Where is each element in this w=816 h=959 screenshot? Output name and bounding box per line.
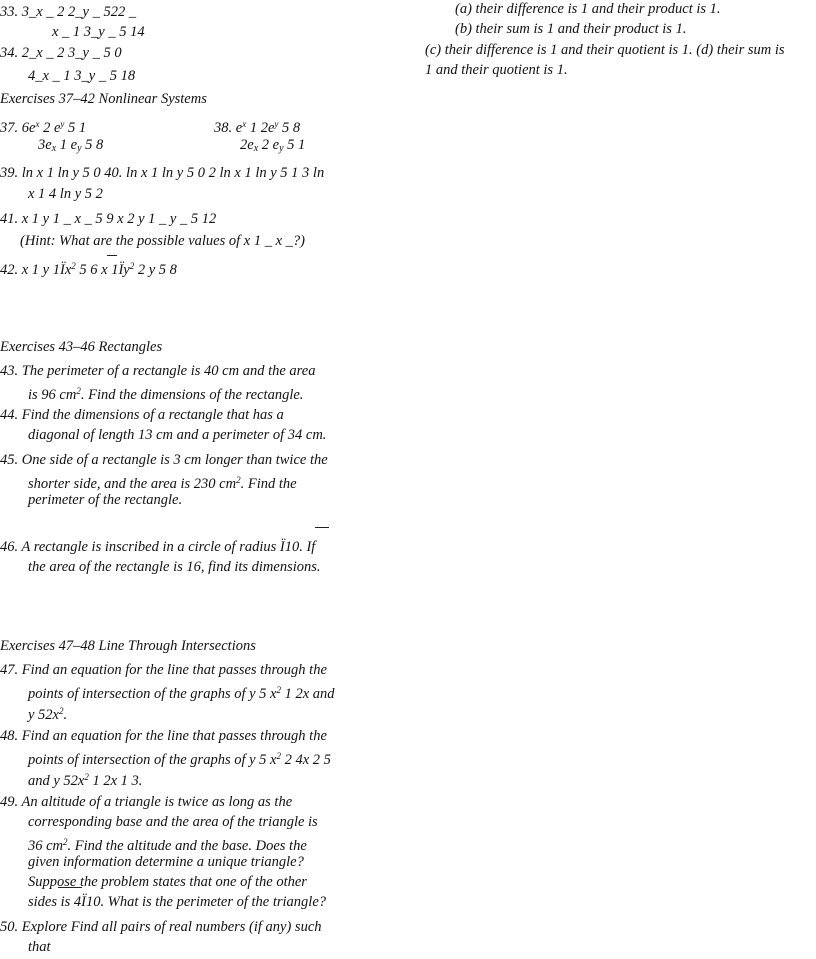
exercise-33-line-1: 33. 3_x _ 2 2_y _ 522 _ bbox=[0, 4, 137, 20]
exercise-34-line-1: 34. 2_x _ 2 3_y _ 5 0 bbox=[0, 45, 122, 61]
exercise-48-line-1: 48. Find an equation for the line that passes through the bbox=[0, 728, 327, 744]
option-c-d-line-1: (c) their difference is 1 and their quotient is 1. (d) their sum is bbox=[425, 42, 785, 58]
exercise-44-line-1: 44. Find the dimensions of a rectangle that has a bbox=[0, 407, 284, 423]
exercise-47-line-2: points of intersection of the graphs of y 5 $x^2$ 1 2x and bbox=[28, 685, 335, 702]
exercise-42: 42. x 1 y $1Ïx^2$ 5 6 x $1Ïy^2$ 2 y 5 8 bbox=[0, 261, 177, 278]
exercise-45-line-3: perimeter of the rectangle. bbox=[28, 492, 183, 508]
exercise-49-line-2: corresponding base and the area of the triangle is bbox=[28, 814, 318, 830]
exercise-37-line-2: 3ex 1 ey 5 8 bbox=[38, 137, 104, 154]
exercise-41-line-1: 41. x 1 y 1 _ x _ 5 9 x 2 y 1 _ y _ 5 12 bbox=[0, 211, 217, 227]
exercise-45-line-1: 45. One side of a rectangle is 3 cm longer than twice the bbox=[0, 452, 328, 468]
exercise-39-40-line-2: x 1 4 ln y 5 2 bbox=[28, 186, 103, 202]
exercise-49-line-4: given information determine a unique triangle? bbox=[28, 854, 304, 870]
exercise-49-line-6: sides is 4Ï10. What is the perimeter of the triangle? bbox=[28, 894, 327, 910]
exercise-33-line-2: x _ 1 3_y _ 5 14 bbox=[52, 24, 145, 40]
exercise-47-line-3: y $52x^2$. bbox=[28, 706, 68, 723]
exercise-48-line-2: points of intersection of the graphs of y 5 $x^2$ 2 4x 2 5 bbox=[28, 751, 331, 768]
option-a: (a) their difference is 1 and their product is 1. bbox=[455, 1, 721, 17]
exercise-50-line-1: 50. Explore Find all pairs of real numbers (if any) such bbox=[0, 919, 322, 935]
exercise-43-line-2: is 96 $cm^2$. Find the dimensions of the rectangle. bbox=[28, 386, 304, 403]
option-c-d-line-2: 1 and their quotient is 1. bbox=[425, 62, 568, 78]
exercise-49-line-3: 36 $cm^2$. Find the altitude and the base. Does the bbox=[28, 837, 307, 854]
exercise-46-line-1: 46. A rectangle is inscribed in a circle of radius Ï10. If bbox=[0, 539, 316, 555]
option-b: (b) their sum is 1 and their product is 1. bbox=[455, 21, 687, 37]
exercise-49-line-1: 49. An altitude of a triangle is twice as long as the bbox=[0, 794, 293, 810]
section-header-37-42: Exercises 37–42 Nonlinear Systems bbox=[0, 91, 207, 107]
exercise-34-line-2: 4_x _ 1 3_y _ 5 18 bbox=[28, 68, 136, 84]
exercise-39-40-line-1: 39. ln x 1 ln y 5 0 40. ln x 1 ln y 5 0 2 ln x 1 ln y 5 1 3 ln bbox=[0, 165, 325, 181]
exercise-46-line-2: the area of the rectangle is 16, find its dimensions. bbox=[28, 559, 321, 575]
exercise-49-line-5: Suppose the problem states that one of the other bbox=[28, 874, 307, 890]
exercise-44-line-2: diagonal of length 13 cm and a perimeter of 34 cm. bbox=[28, 427, 327, 443]
exercise-48-line-3: and y $52x^2$ 1 2x 1 3. bbox=[28, 772, 143, 789]
exercise-50-line-2: that bbox=[28, 939, 51, 955]
exercise-38-line-1: 38. $e^x$ 1 $2e^y$ 5 8 bbox=[214, 119, 301, 136]
section-header-43-46: Exercises 43–46 Rectangles bbox=[0, 339, 163, 355]
exercise-41-hint: (Hint: What are the possible values of x 1 _ x _?) bbox=[20, 233, 305, 249]
radical-overbar bbox=[315, 527, 329, 528]
exercise-37-line-1: 37. $6e^x$ 2 $e^y$ 5 1 bbox=[0, 119, 87, 136]
exercise-43-line-1: 43. The perimeter of a rectangle is 40 cm and the area bbox=[0, 363, 316, 379]
exercise-47-line-1: 47. Find an equation for the line that passes through the bbox=[0, 662, 327, 678]
exercise-45-line-2: shorter side, and the area is 230 $cm^2$. Find the bbox=[28, 475, 297, 492]
section-header-47-48: Exercises 47–48 Line Through Intersections bbox=[0, 638, 256, 654]
exercise-38-line-2: 2ex 2 ey 5 1 bbox=[240, 137, 306, 154]
radical-overbar bbox=[107, 255, 117, 256]
